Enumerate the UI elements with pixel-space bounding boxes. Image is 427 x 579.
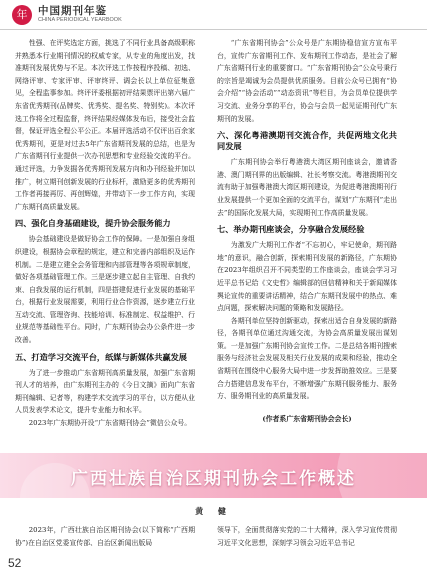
paragraph: 领导下，全面贯彻落实党的二十大精神，深入学习宣传贯彻习近平文化思想，深刻学习领会习近平总书记 [217,526,397,547]
article-author: 黄 健 [195,506,232,516]
section-heading-seven: 七、举办期刊座谈会，分享融合发展经验 [217,224,365,235]
paragraph: 协会基础建设是做好协会工作的保障。一是加强自身组织建设，根据协会章程的规定，建立和完善内部组织及运作机制。二是建立建全会务管理和内部管理等各项规章制度，做好各项基础管理工作。三是逐步建立起自主管理、自我约束、自我发展的运行机制，四是搭建促进行业发展的基础平台，根据行业发展需要，利用行业合作资源，逐步建立行业互动交流、管理咨询、技能培训、标准制定、权益维护、行业规范等基础性平台。同时，广东期刊协会办公条件进一步改善。 [15,235,195,345]
author-signature: (作者系广东省期刊协会会长) [262,414,352,423]
right-column [217,37,397,427]
left-column [15,37,195,427]
paragraph: 为了进一步推动广东省期刊高质量发展，加强广东省期刊人才的培养，由广东期刊主办的《今日文摘》面向广东省期刊编辑、记者等，构建学术交流学习的平台，以方便从业人员发表学术论文，提升专业能力和水平。 [15,368,195,415]
yearbook-title-english: CHINA PERIODICAL YEARBOOK [38,17,122,23]
bottom-left-column [15,524,195,568]
section-heading-four: 四、强化自身基础建设，提升协会服务能力 [15,218,171,229]
paragraph: 为激发广大期刊工作者“不忘初心，牢记使命，期刊路地”的意识，融合创新，探索期刊发展的新路径，广东期协在2023年组织召开不同类型的工作座谈会，座谈会学习习近平总书记给《文史哲》编辑部的回信精神和关于新闻媒体舆论宣传的重要讲话精神，结合广东期刊发展中的热点、难点问题，探索解决问题的策略和发展路径。 [217,241,397,313]
article-banner [0,453,427,498]
article-title: 广西壮族自治区期刊协会工作概述 [71,469,356,489]
bottom-right-column [217,524,397,568]
paragraph: “广东省期刊协会”公众号是广东期协稳信宣方宣布平台，宣传广东省期刊工作、发布期刊工作动态，是社会了解广东省期刊行业的重要窗口。“广东省期刊协会”公众号秉行的宗旨是竭诚为会员提供优质服务。目前公众号已拥有“协会介绍”“协会活动”“动态资讯”等栏目，为会员单位提供学习交流、业务分享的平台，协会与会员一起见证期刊代广东期刊的发展。 [217,39,397,123]
yearbook-title: 中国期刊年鉴 [38,5,107,17]
section-heading-six: 六、深化粤港澳期刊交流合作，共促两地文化共同发展 [217,130,397,152]
paragraph: 2023年广东期协开设“广东省期刊协会”微信公众号。 [28,419,192,427]
yearbook-logo-icon: 年 [12,5,32,25]
page-header [0,0,427,34]
header-divider [0,29,427,30]
page-number: 52 [8,556,22,570]
paragraph: 性强、在评奖选定方面，挑选了不同行业具备高级职称并熟悉本行业期刊情况的权威专家，从专业的角度出发，找准期刊发展优势与不足。本次评选工作按程序投稿、初选、网络评审、专家评审、评审终评、调会长以上单位征集意见，全程监事参加。终评评委根据初评结果票评出第六届广东省优秀期刊(品牌奖、优秀奖、提名奖、特别奖)。本次评选工作将全过程监督，终评结果经媒体发布后，接受社会监督，保证评选全程公平公正。本届评选活动不仅评出百余家优秀期刊，更是对过去5年广东省期刊发展的总结，也是为广东省期刊行业提供一次办刊思想和专业经验交流的平台。通过评选，力争发掘各优秀期刊发展方向和办刊经验并加以推广，树立期刊创新发展的行业标杆，激励更多的优秀期刊工作者再接再厉、再创辉煌，并带动下一步工作方向，实现广东期刊高质量发展。 [15,39,195,211]
paragraph: 广东期刊协会举行粤港澳大湾区期刊座谈会，邀请香港、澳门期刊界的出版编辑、社长考察交流。粤港澳期刊交流有助于加强粤港澳大湾区期刊建设，为促进粤港澳期刊行业发展提供一个更加全面的交流平台，谋划“广东期刊”走出去”的国际化发展大局，实现期刊工作高质量发展。 [217,158,397,217]
paragraph: 各期刊单位坚持创新驱动，探索出适合自身发展的新路径，各期刊单位通过沟通交流，为协会高质量发展出谋划策。一是加强广东期刊协会宣传工作。二是总结各期刊搜索服务与经济社会发展及相关行业发展的成果和经验，推动全省期刊在围绕中心服务大局中进一步发挥助推效应。三是要合力搭建信息发布平台，不断增强广东期刊服务能力、服务方、服务期刊业的高质量发展。 [217,316,397,401]
paragraph: 2023年，广西壮族自治区期刊协会(以下简称“广西期协”)在自治区党委宣传部、自治区新闻出版局 [15,526,195,547]
section-heading-five: 五、打造学习交流平台，纸媒与新媒体共赢发展 [15,351,187,362]
